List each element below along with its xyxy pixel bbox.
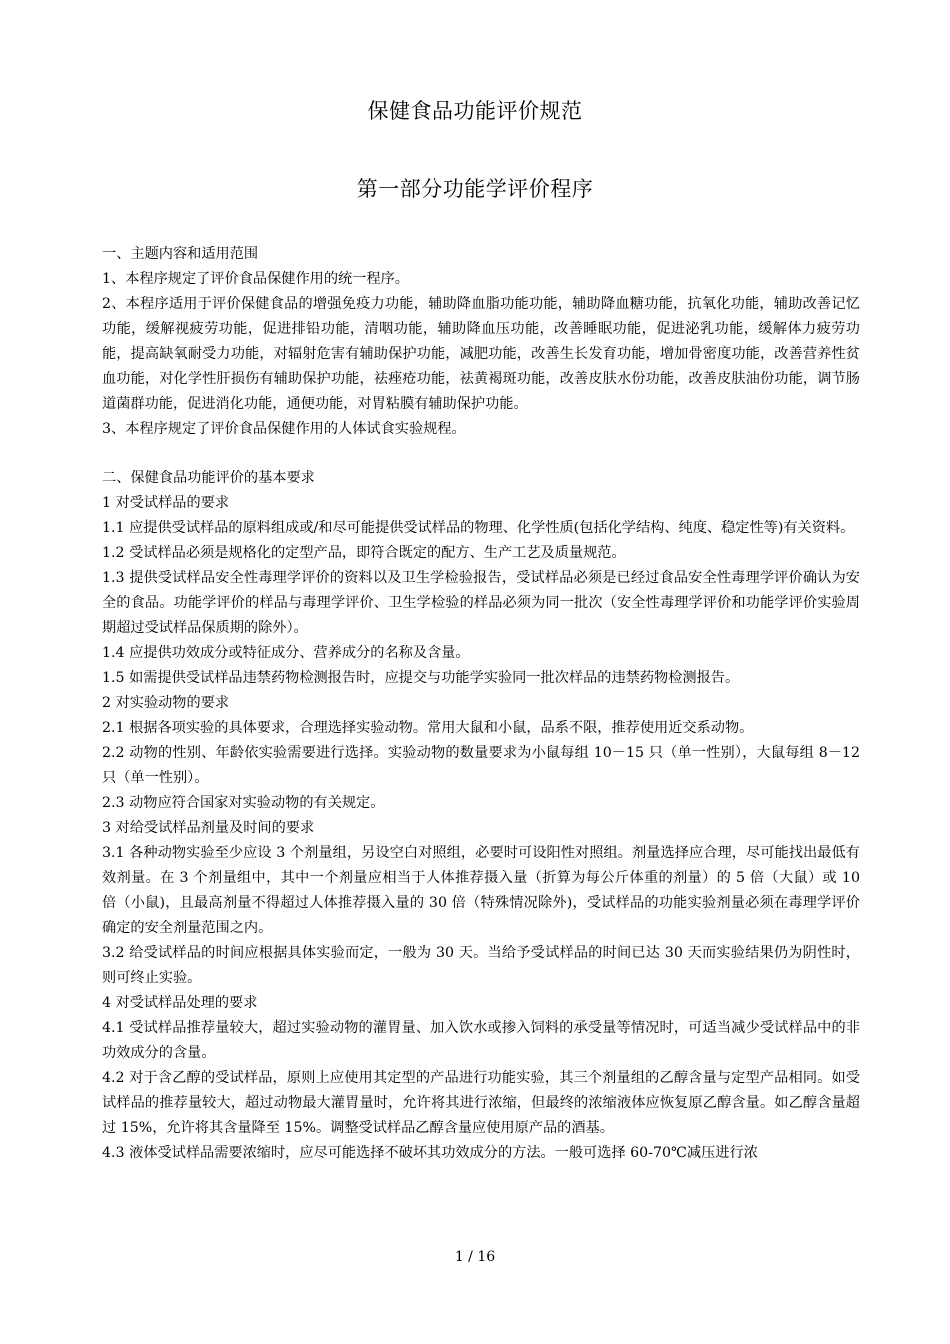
paragraph: 1 对受试样品的要求 [102, 495, 230, 511]
paragraph: 3 对给受试样品剂量及时间的要求 [102, 820, 315, 836]
paragraph: 1.4 应提供功效成分或特征成分、营养成分的名称及含量。 [102, 645, 470, 661]
paragraph: 2 对实验动物的要求 [102, 695, 230, 711]
document-subtitle: 第一部分功能学评价程序 [356, 177, 594, 201]
paragraph: 3、本程序规定了评价食品保健作用的人体试食实验规程。 [102, 421, 466, 437]
document-body [102, 242, 860, 1166]
section-heading: 一、主题内容和适用范围 [102, 246, 259, 262]
paragraph: 1.3 提供受试样品安全性毒理学评价的资料以及卫生学检验报告，受试样品必须是已经过食品安全性毒理学评价确认为安全的食品。功能学评价的样品与毒理学评价、卫生学检验的样品必须为同一批次（安全性毒理学评价和功能学评价实验周期超过受试样品保质期的除外）。 [102, 570, 860, 636]
page-number: 1 / 16 [454, 1249, 496, 1265]
paragraph: 1.5 如需提供受试样品违禁药物检测报告时，应提交与功能学实验同一批次样品的违禁药物检测报告。 [102, 670, 740, 686]
section-gap [102, 442, 860, 466]
paragraph: 1.2 受试样品必须是规格化的定型产品，即符合既定的配方、生产工艺及质量规范。 [102, 545, 626, 561]
document-title: 保健食品功能评价规范 [367, 99, 583, 123]
paragraph: 3.1 各种动物实验至少应设 3 个剂量组，另设空白对照组，必要时可设阳性对照组。剂量选择应合理，尽可能找出最低有效剂量。在 3 个剂量组中，其中一个剂量应相当于人体推荐摄入量（折算为每公斤体重的剂量）的 5 倍（大鼠）或 10 倍（小鼠)，且最高剂量不得超过人体推荐摄入量的 30 倍（特殊情况除外)，受试样品的功能实验剂量必须在毒理学评价确定的安全剂量范围之内。 [102, 845, 860, 936]
paragraph: 4.2 对于含乙醇的受试样品，原则上应使用其定型的产品进行功能实验，其三个剂量组的乙醇含量与定型产品相同。如受试样品的推荐量较大，超过动物最大灌胃量时，允许将其进行浓缩，但最终的浓缩液体应恢复原乙醇含量。如乙醇含量超过 15%，允许将其含量降至 15%。调整受试样品乙醇含量应使用原产品的酒基。 [102, 1070, 860, 1136]
paragraph: 4.3 液体受试样品需要浓缩时，应尽可能选择不破坏其功效成分的方法。一般可选择 60-70℃减压进行浓 [102, 1145, 758, 1161]
paragraph: 2、本程序适用于评价保健食品的增强免疫力功能，辅助降血脂功能功能，辅助降血糖功能，抗氧化功能，辅助改善记忆功能，缓解视疲劳功能，促进排铅功能，清咽功能，辅助降血压功能，改善睡眠功能，促进泌乳功能，缓解体力疲劳功能，提高缺氧耐受力功能，对辐射危害有辅助保护功能，减肥功能，改善生长发育功能，增加骨密度功能，改善营养性贫血功能，对化学性肝损伤有辅助保护功能，祛痤疮功能，祛黄褐斑功能，改善皮肤水份功能，改善皮肤油份功能，调节肠道菌群功能，促进消化功能，通便功能，对胃粘膜有辅助保护功能。 [102, 296, 860, 412]
paragraph: 1.1 应提供受试样品的原料组成或/和尽可能提供受试样品的物理、化学性质(包括化学结构、纯度、稳定性等)有关资料。 [102, 520, 855, 536]
paragraph: 4 对受试样品处理的要求 [102, 995, 258, 1011]
paragraph: 2.1 根据各项实验的具体要求，合理选择实验动物。常用大鼠和小鼠，品系不限，推荐使用近交系动物。 [102, 720, 754, 736]
paragraph: 2.3 动物应符合国家对实验动物的有关规定。 [102, 795, 385, 811]
paragraph: 4.1 受试样品推荐量较大，超过实验动物的灌胃量、加入饮水或掺入饲料的承受量等情况时，可适当减少受试样品中的非功效成分的含量。 [102, 1020, 860, 1061]
paragraph: 1、本程序规定了评价食品保健作用的统一程序。 [102, 271, 409, 287]
paragraph: 3.2 给受试样品的时间应根据具体实验而定，一般为 30 天。当给予受试样品的时间已达 30 天而实验结果仍为阴性时，则可终止实验。 [102, 945, 860, 986]
paragraph: 2.2 动物的性别、年龄依实验需要进行选择。实验动物的数量要求为小鼠每组 10－15 只（单一性别），大鼠每组 8－12 只（单一性别）。 [102, 745, 860, 786]
section-heading: 二、保健食品功能评价的基本要求 [102, 470, 315, 486]
